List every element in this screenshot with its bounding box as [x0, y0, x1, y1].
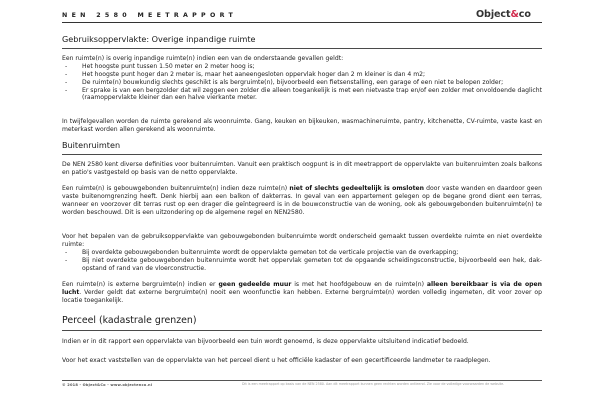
- section2-paragraph-3: Voor het bepalen van de gebruiksoppervlakte van gebouwgebonden buitenruimte wordt onderscheid gemaakt tussen overdekte ruimte en niet overdekte ruimte:: [62, 233, 542, 248]
- section2-paragraph-2: [62, 185, 542, 216]
- section-heading-overige-ruimte: Gebruiksoppervlakte: Overige inpandige ruimte: [62, 33, 542, 49]
- list-item: - Bij niet overdekte gebouwgebonden buitenruimte wordt het oppervlak gemeten tot de opgaande scheidingsconstructie, bijvoorbeeld een hek, dak-opstand of rand van de vloerconstructie.: [62, 257, 542, 273]
- header-divider-logo: [462, 22, 542, 23]
- section-heading-buitenruimten: Buitenruimten: [62, 139, 542, 155]
- list-item: - Er sprake is van een bergzolder dat wil zeggen een zolder die alleen toegankelijk is met een nietvaste trap en/of een zolder met onvoldoende daglicht (raamoppervlakte kleiner dan een halve vierkante meter.: [62, 87, 542, 103]
- logo-part2: co: [518, 9, 531, 20]
- list-item: - Het hoogste punt tussen 1.50 meter en 2 meter hoog is;: [62, 63, 542, 71]
- footer-copyright: © 2018 - Object&Co - www.objectenco.nl: [62, 383, 153, 387]
- logo-ampersand: &: [510, 9, 519, 20]
- section1-note: In twijfelgevallen worden de ruimte gerekend als woonruimte. Gang, keuken en bijkeuken, wasmachineruimte, pantry, kitchenette, CV-ruimte, vaste kast en meterkast worden allen gerekend als woonruimte.: [62, 118, 542, 133]
- section2-paragraph-4: [62, 281, 542, 305]
- text-span: door vaste wanden en daardoor geen vaste buitenomgrenzing heeft. Denk hierbij aan een balkon of dakterras. In geval van een appartement gelegen op de begane grond dient een terras, wanneer en voorzover dit terras rust op een drager die geïntegreerd is in de bouwconstructie van de woning, ook als gebouwgebonden buitenruimte(n) te worden beschouwd. Dit is een uitzondering op de algemene regel en NEN2580.: [62, 185, 542, 216]
- list-item: - Het hoogste punt hoger dan 2 meter is, maar het aaneengesloten oppervlak hoger dan 2 m kleiner is dan 4 m2;: [62, 71, 542, 79]
- section-heading-perceel: Perceel (kadastrale grenzen): [62, 315, 542, 331]
- company-logo: [476, 8, 531, 22]
- report-title: NEN 2580 MEETRAPPORT: [62, 12, 238, 19]
- logo-part1: Object: [476, 9, 511, 20]
- text-span: Een ruimte(n) is gebouwgebonden buitenruimte(n) indien deze ruimte(n): [62, 185, 290, 192]
- list-item: - Bij overdekte gebouwgebonden buitenruimte wordt de oppervlakte gemeten tot de verticale projectie van de overkapping;: [62, 249, 542, 257]
- text-span: . Verder geldt dat externe bergruimte(n) nooit een woonfunctie kan hebben. Externe bergruimte(n) worden volledig ingemeten, dit voor zover op locatie toegankelijk.: [62, 288, 542, 304]
- emphasis-text: niet of slechts gedeeltelijk is omsloten: [289, 185, 424, 192]
- section3-paragraph-1: Indien er in dit rapport een oppervlakte van bijvoorbeeld een tuin wordt genoemd, is deze oppervlakte uitsluitend indicatief bedoeld.: [62, 338, 469, 345]
- emphasis-text: geen gedeelde muur: [218, 281, 292, 288]
- header-divider: [62, 22, 462, 23]
- section2-paragraph-1: De NEN 2580 kent diverse definities voor buitenruimten. Vanuit een praktisch oogpunt is in dit meetrapport de oppervlakte van buitenruimten zoals balkons en patio's vastgesteld op basis van de netto oppervlakte.: [62, 161, 542, 176]
- section1-criteria-list: [62, 63, 542, 102]
- footer-divider: [62, 380, 542, 381]
- section1-intro: Een ruimte(n) is overig inpandige ruimte(n) indien een van de onderstaande gevallen geldt:: [62, 55, 344, 62]
- section2-measure-list: [62, 249, 542, 273]
- list-item: - De ruimte(n) bouwkundig slechts geschikt is als bergruimte(n), bijvoorbeeld een fietsenstalling, een garage of een niet te belopen zolder;: [62, 79, 542, 87]
- text-span: is met het hoofdgebouw en de ruimte(n): [291, 281, 427, 288]
- text-span: Een ruimte(n) is externe bergruimte(n) indien er: [62, 281, 219, 288]
- section3-paragraph-2: Voor het exact vaststellen van de oppervlakte van het perceel dient u het officiële kadaster of een gecertificeerde landmeter te raadplegen.: [62, 357, 491, 364]
- footer-disclaimer: Dit is een meetrapport op basis van de NEN 2580. Aan dit meetrapport kunnen geen rechten worden ontleend. Zie voor de volledige voorwaarden de website.: [242, 382, 505, 386]
- emphasis-text: alleen bereikbaar is via de open lucht: [62, 281, 543, 296]
